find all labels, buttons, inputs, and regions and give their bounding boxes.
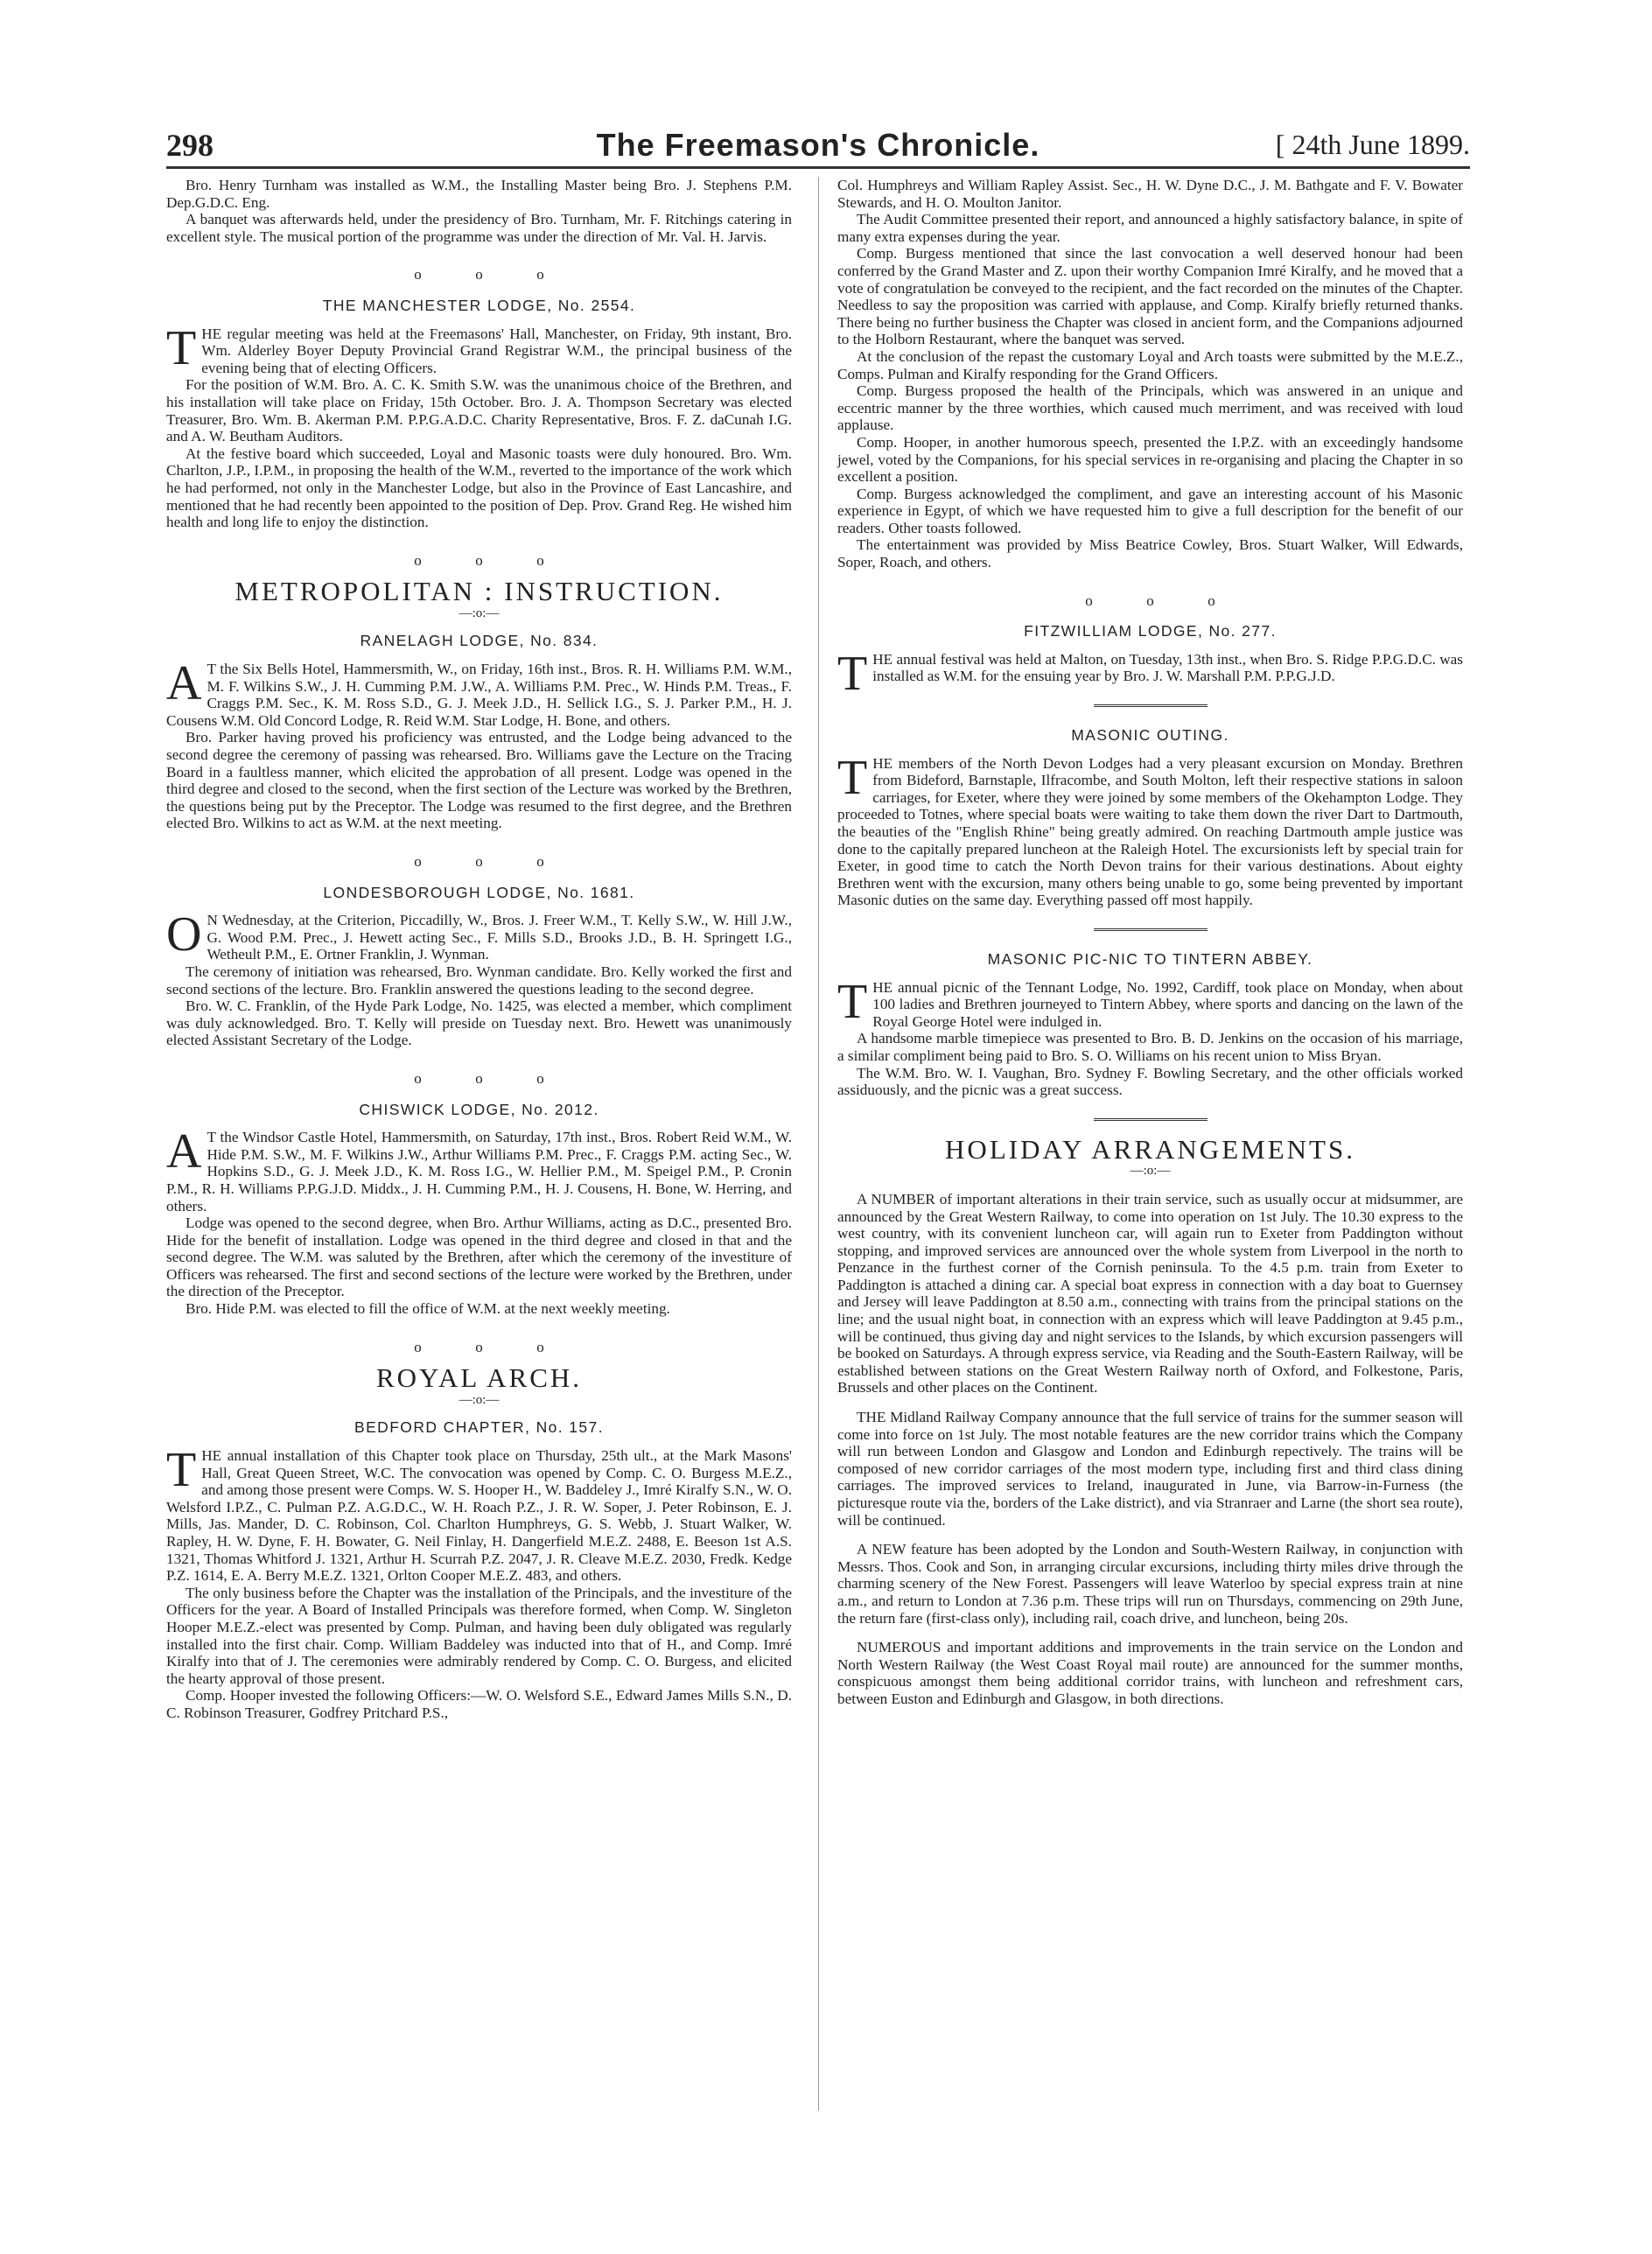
paragraph: Bro. Parker having proved his proficiency was entrusted, and the Lodge being advanced to the second degree the ceremony of passing was rehearsed. Bro. Williams gave the Lecture on the Tracing Board in a faultless manner, which elicited the approbation of all present. Lodge was opened in the third degree and closed to the second, when the first section of the Lecture was worked by the Brethren, the questions being put by the Preceptor. The Lodge was resumed to the first degree, and the Brethren elected Bro. Wilkins to act as W.M. at the next meeting. [166,729,792,832]
drop-cap: T [837,974,868,1029]
paragraph: The W.M. Bro. W. I. Vaughan, Bro. Sydney F. Bowling Secretary, and the other officials worked assiduously, and the picnic was a great success. [837,1064,1463,1099]
major-heading: METROPOLITAN : INSTRUCTION. [234,576,724,607]
section-dots: o o o [414,1069,544,1087]
section-heading: BEDFORD CHAPTER, No. 157. [354,1418,604,1437]
paragraph: A T the Six Bells Hotel, Hammersmith, W., on Friday, 16th inst., Bros. R. H. Williams P.M. W.M., M. F. Wilkins S.W., J. H. Cumming P.M. J.W., A. Williams P.M. Prec., W. Hinds P.M. Treas., F. Craggs P.M. Sec., K. M. Ross S.D., G. J. Meek J.D., H. Sellick I.G., S. J. Parker P.M., H. J. Cousens W.M. Old Concord Lodge, R. Reid W.M. Star Lodge, H. Bone, and others. [166,656,792,729]
section-dots: o o o [414,853,544,870]
paragraph: O N Wednesday, at the Criterion, Piccadilly, W., Bros. J. Freer W.M., T. Kelly S.W., W. Hill J.W., G. Wood P.M. Prec., J. Hewett acting Sec., F. Mills S.D., Brooks J.D., B. H. Springett I.G., Wetheult P.M., E. Ortner Franklin, J. Wynman. [166,907,792,963]
masthead [166,127,1470,162]
paragraph: THE annual festival was held at Malton, on Tuesday, 13th inst., when Bro. S. Ridge P.P.G.D.C. was installed as W.M. for the ensuing year by Bro. J. W. Marshall P.M. P.P.G.J.D. [837,646,1463,701]
paragraph: THE Midland Railway Company announce that the full service of trains for the summer season will come into force on 1st July. The most notable features are the new corridor trains which the Company will run between London and Glasgow and London and Edinburgh repectively. The trains will be composed of new corridor carriages of the most modern type, including first and third class dining carriages. The improved services to Ireland, inaugurated in June, via Barrow-in-Furness (the picturesque route via the, borders of the Lake district), and via Stranraer and Larne (the short sea route), will be continued. [837,1409,1463,1529]
section-dots: o o o [1085,592,1215,609]
paragraph: A NEW feature has been adopted by the London and South-Western Railway, in conjunction with Messrs. Thos. Cook and Son, in arranging circular excursions, including thirty miles drive through the charming scenery of the New Forest. Passengers will leave Waterloo by special express train at nine a.m., and return to London at 7.36 p.m. These trips will run on Thursdays, commencing on 29th June, the return fare (first-class only), including rail, coach drive, and luncheon, being 20s. [837,1541,1463,1627]
heading-separator: —:o:— [458,606,500,620]
paragraph: Comp. Hooper, in another humorous speech, presented the I.P.Z. with an exceedingly handsome jewel, voted by the Companions, for his special services in re-organising and placing the Chapter in so excellent a position. [837,433,1463,486]
section-dots: o o o [414,1338,544,1355]
right-column [837,177,1463,1708]
paragraph: A banquet was afterwards held, under the presidency of Bro. Turnham, Mr. F. Ritchings catering in excellent style. The musical portion of the programme was under the direction of Mr. Val. H. Jarvis. [166,211,792,245]
section-heading: MASONIC OUTING. [1071,726,1229,745]
section-heading: FITZWILLIAM LODGE, No. 277. [1024,622,1277,640]
section-dots: o o o [414,551,544,569]
paragraph: Bro. W. C. Franklin, of the Hyde Park Lodge, No. 1425, was elected a member, which compliment was duly acknowledged. Bro. T. Kelly will preside on Tuesday next. Bro. Hewett was unanimously elected Assistant Secretary of the Lodge. [166,998,792,1049]
paragraph: Comp. Burgess proposed the health of the Principals, which was answered in an unique and eccentric manner by the three worthies, which caused much merriment, and was received with loud applause. [837,382,1463,434]
heading-separator: —:o:— [458,1392,500,1407]
major-heading: HOLIDAY ARRANGEMENTS. [945,1133,1355,1165]
paragraph: The only business before the Chapter was the installation of the Principals, and the investiture of the Officers for the year. A Board of Installed Principals was therefore formed, when Comp. W. Singleton Hooper M.E.Z.-elect was presented by Comp. Pulman, and having been duly obligated was regularly installed into the first chair. Comp. William Baddeley was inducted into that of H., and Comp. Imré Kiralfy into that of J. The ceremonies were admirably rendered by Comp. C. O. Burgess, and elicited the hearty approval of those present. [166,1584,792,1687]
publication-title: The Freemason's Chronicle. [596,127,1040,163]
paragraph: A T the Windsor Castle Hotel, Hammersmith, on Saturday, 17th inst., Bros. Robert Reid W.M., W. Hide P.M. S.W., M. F. Wilkins J.W., Arthur Williams P.M. Prec., F. Craggs P.M. acting Sec., W. Hopkins S.D., G. J. Meek J.D., K. M. Ross I.G., W. Hellier P.M., M. Speigel P.M., P. Cronin P.M., R. H. Williams P.P.G.J.D. Middx., J. H. Cumming P.M., H. J. Cousens, H. Bone, W. Herring, and others. [166,1124,792,1214]
drop-cap: T [837,646,868,701]
paragraph: Comp. Burgess acknowledged the compliment, and gave an interesting account of his Masonic experience in Egypt, of which we have requested him to give a full description for the benefit of our readers. Other toasts followed. [837,485,1463,536]
drop-cap: O [166,907,202,962]
section-rule [1094,928,1208,934]
paragraph: At the conclusion of the repast the customary Loyal and Arch toasts were submitted by the M.E.Z., Comps. Pulman and Kiralfy responding for the Grand Officers. [837,347,1463,382]
drop-cap: T [166,1443,197,1498]
paragraph: Comp. Burgess mentioned that since the last convocation a well deserved honour had been conferred by the Grand Master and Z. upon their worthy Companion Imré Kiralfy, and he moved that a vote of congratulation be conveyed to the recipient, and the fact recorded on the minutes of the Chapter. Needless to say the proposition was carried with applause, and Comp. Kiralfy briefly returned thanks. There being no further business the Chapter was closed in ancient form, and the Companions adjourned to the Holborn Restaurant, where the banquet was served. [837,245,1463,348]
left-column [166,177,792,1722]
paragraph: The Audit Committee presented their report, and announced a highly satisfactory balance, in spite of many extra expenses during the year. [837,211,1463,245]
major-heading: ROYAL ARCH. [375,1362,583,1394]
paragraph: THE annual picnic of the Tennant Lodge, No. 1992, Cardiff, took place on Monday, when about 100 ladies and Brethren journeyed to Tintern Abbey, where sports and dancing on the lawn of the Royal George Hotel were indulged in. [837,974,1463,1030]
issue-date: [ 24th June 1899. [1275,129,1470,160]
heading-separator: —:o:— [1130,1164,1171,1179]
paragraph: THE annual installation of this Chapter took place on Thursday, 25th ult., at the Mark Masons' Hall, Great Queen Street, W.C. The convocation was opened by Comp. C. O. Burgess M.E.Z., and among those present were Comps. W. S. Hooper H., W. Baddeley J., Imré Kiralfy S.N., W. O. Welsford I.P.Z., C. Pulman P.Z. A.G.D.C., W. H. Roach P.Z., J. R. W. Soper, J. Peter Robinson, E. J. Mills, Jas. Mander, D. C. Robinson, Col. Charlton Humphreys, G. S. Webb, J. Stuart Walker, W. Rapley, H. W. Dyne, F. H. Bowater, G. Neil Finlay, H. Dangerfield M.E.Z. 2488, E. Beeson 1st A.S. 1321, Thomas Whitford J. 1321, Arthur H. Scurrah P.Z. 2047, J. R. Cleave M.E.Z. 2030, Fredk. Kedge P.Z. 1614, E. A. Berry M.E.Z. 1321, Orlton Cooper M.E.Z. 483, and others. [166,1443,792,1585]
section-dots: o o o [414,266,544,284]
section-rule [1094,704,1208,710]
drop-cap: A [166,1124,202,1180]
paragraph: Bro. Henry Turnham was installed as W.M., the Installing Master being Bro. J. Stephens P.M. Dep.G.D.C. Eng. [166,177,792,211]
section-heading: MASONIC PIC-NIC TO TINTERN ABBEY. [987,949,1313,968]
paragraph: Comp. Hooper invested the following Officers:—W. O. Welsford S.E., Edward James Mills S.N., D. C. Robinson Treasurer, Godfrey Pritchard P.S., [166,1687,792,1721]
paragraph: At the festive board which succeeded, Loyal and Masonic toasts were duly honoured. Bro. Wm. Charlton, J.P., I.P.M., in proposing the health of the W.M., reverted to the importance of the work which he had performed, not only in the Manchester Lodge, but also in the Province of East Lancashire, and mentioned that he had recently been appointed to the position of Dep. Prov. Grand Reg. He wished him health and long life to enjoy the distinction. [166,444,792,531]
page-number: 298 [166,128,214,163]
drop-cap: T [166,320,197,375]
paragraph: The ceremony of initiation was rehearsed, Bro. Wynman candidate. Bro. Kelly worked the first and second sections of the lecture. Bro. Franklin answered the questions leading to the second degree. [166,962,792,998]
column-rule [818,177,819,2110]
header-rule [166,166,1470,169]
paragraph: NUMEROUS and important additions and improvements in the train service on the London and North Western Railway (the West Coast Royal mail route) are announced for the summer months, conspicuous amongst them being additional corridor trains, with luncheon and refreshment cars, between Euston and Edinburgh and Glasgow, in both directions. [837,1639,1463,1707]
drop-cap: T [837,750,868,805]
section-heading: THE MANCHESTER LODGE, No. 2554. [322,296,636,314]
section-heading: RANELAGH LODGE, No. 834. [360,632,598,650]
section-heading: LONDESBOROUGH LODGE, No. 1681. [323,883,635,901]
drop-cap: A [166,656,202,711]
paragraph: A NUMBER of important alterations in their train service, such as usually occur at midsummer, are announced by the Great Western Railway, to come into operation on 1st July. The 10.30 express to the west country, with its convenient luncheon car, will again run to Exeter from Paddington without stopping, and improved services are announced over the whole system from Liverpool in the north to Penzance in the furthest corner of the Cornish peninsula. To the 4.5 p.m. train from Exeter to Paddington is attached a dining car. A special boat express in connection with a day boat to Guernsey and Jersey will leave Paddington at 8.50 a.m., connecting with trains from the principal stations on the line; and the usual night boat, in connection with an express which will leave Paddington at 9.45 p.m., will be continued, thus giving day and night services to the Islands, by which excursion passengers will be booked on Saturdays. A through express service, via Reading and the South-Eastern Railway, will be established between stations on the Great Western Railway north of Oxford, and Folkestone, Paris, Brussels and other places on the Continent. [837,1190,1463,1396]
section-heading: CHISWICK LODGE, No. 2012. [359,1100,599,1118]
paragraph: Lodge was opened to the second degree, when Bro. Arthur Williams, acting as D.C., presented Bro. Hide for the benefit of installation. Lodge was opened in the third degree and closed in that and the second degree. The W.M. was saluted by the Brethren, after which the ceremony of the investiture of Officers was rehearsed. The first and second sections of the lecture were worked by the Brethren, under the direction of the Preceptor. [166,1214,792,1300]
paragraph: THE members of the North Devon Lodges had a very pleasant excursion on Monday. Brethren from Bideford, Barnstaple, Ilfracombe, and South Molton, left their respective stations in saloon carriages, for Exeter, where they were joined by some members of the Okehampton Lodge. They proceeded to Totnes, where special boats were waiting to take them down the river Dart to Dartmouth, the beauties of the "English Rhine" being greatly admired. On reaching Dartmouth ample justice was done to the capitally prepared luncheon at the Raleigh Hotel. The excursionists left by special train for Exeter, in good time to catch the North Devon trains for their various destinations. About eighty Brethren went with the excursion, many others being unable to go, some being prevented by important Masonic duties on the same day. Everything passed off most happily. [837,750,1463,909]
paragraph: Col. Humphreys and William Rapley Assist. Sec., H. W. Dyne D.C., J. M. Bathgate and F. V. Bowater Stewards, and H. O. Moulton Janitor. [837,177,1463,211]
paragraph: THE regular meeting was held at the Freemasons' Hall, Manchester, on Friday, 9th instant, Bro. Wm. Alderley Boyer Deputy Provincial Grand Registrar W.M., the principal business of the evening being that of electing Officers. [166,320,792,376]
paragraph: Bro. Hide P.M. was elected to fill the office of W.M. at the next weekly meeting. [186,1300,670,1318]
paragraph: The entertainment was provided by Miss Beatrice Cowley, Bros. Stuart Walker, Will Edwards, Soper, Roach, and others. [837,536,1463,571]
paragraph: A handsome marble timepiece was presented to Bro. B. D. Jenkins on the occasion of his marriage, a similar compliment being paid to Bro. S. O. Williams on his recent union to Miss Bryan. [837,1030,1463,1064]
section-rule [1094,1118,1208,1124]
paragraph: For the position of W.M. Bro. A. C. K. Smith S.W. was the unanimous choice of the Brethren, and his installation will take place on Friday, 15th October. Bro. J. A. Thompson Secretary was elected Treasurer, Bro. Wm. B. Akerman P.M. P.P.G.A.D.C. Charity Representative, Bros. F. Z. daCunah I.G. and A. W. Beutham Auditors. [166,376,792,445]
